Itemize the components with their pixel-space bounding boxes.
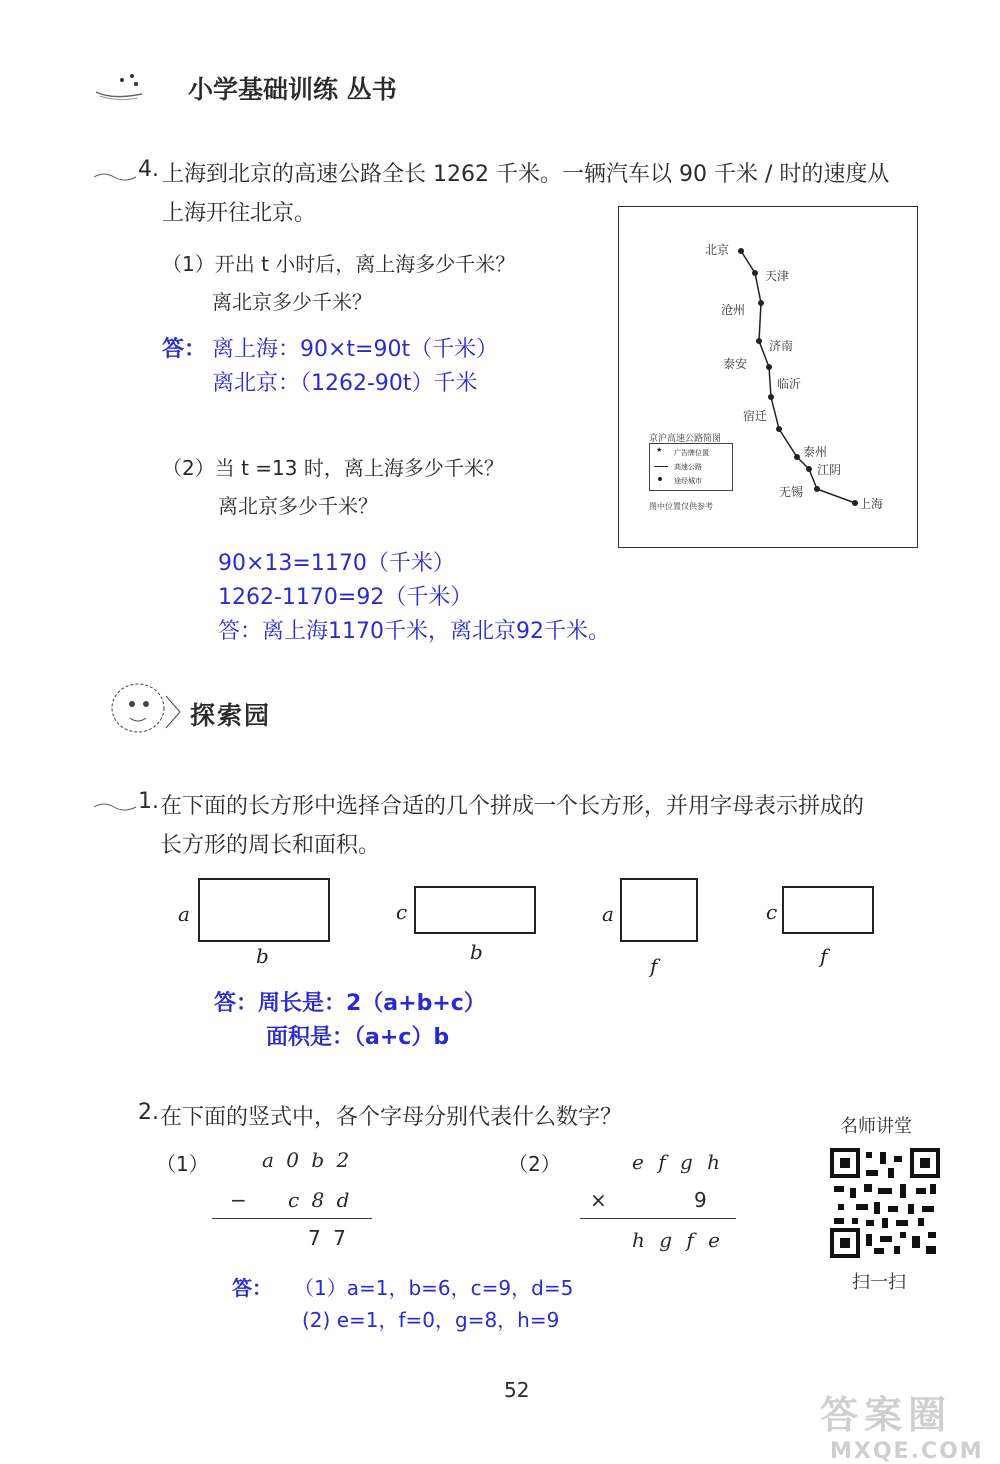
e2-answer-line1: （1）a=1，b=6，c=9，d=5 [294,1276,574,1300]
q4-answer1-prefix: 答： [162,337,207,362]
e2-part2-rule [580,1218,736,1219]
e2-stem: 在下面的竖式中，各个字母分别代表什么数字？ [160,1105,623,1130]
explorer-mascot-icon [104,676,184,740]
map-city-taizhou: 泰州 [803,445,828,459]
qr-title: 名师讲堂 [840,1116,912,1137]
rect4-side-label: c [766,900,778,924]
e2-part2-operator: × [590,1188,607,1212]
map-city-cangzhou: 沧州 [721,303,746,317]
map-city-suqian: 宿迁 [743,409,768,423]
legend-star-icon: ★ [656,446,663,454]
e2-part2-top: e f g h [632,1150,724,1174]
section-title: 探索园 [190,701,272,730]
map-city-wuxi: 无锡 [779,485,804,499]
watermark-url: MXQE.COM [830,1439,984,1464]
map-city-jiangyin: 江阴 [817,463,842,477]
q4-stem-line2: 上海开往北京。 [162,201,317,226]
e2-part2-label: （2） [508,1152,561,1176]
map-city-jinan: 济南 [769,339,794,353]
e2-part2-result: h g f e [632,1228,724,1252]
e1-stem-line2: 长方形的周长和面积。 [160,833,381,858]
e2-answer-prefix: 答： [232,1276,272,1300]
map-legend [649,443,733,491]
e1-number: 1. [138,789,159,814]
highway-map [618,206,918,548]
legend-line-icon [654,466,668,467]
rect2-side-label: c [396,900,408,924]
qr-caption: 扫一扫 [852,1272,906,1293]
map-city-beijing: 北京 [705,243,730,257]
e2-number: 2. [138,1100,159,1125]
map-city-taian: 泰安 [723,357,748,371]
e2-part1-top: a 0 b 2 [262,1148,353,1172]
q4-part1-question: （1）开出 t 小时后，离上海多少千米？ [162,252,516,276]
e1-stem-line1: 在下面的长方形中选择合适的几个拼成一个长方形，并用字母表示拼成的 [160,794,865,819]
e2-part1-rule [212,1218,372,1219]
pen-mark-icon [92,168,138,182]
q4-answer2-line2: 1262-1170=92（千米） [218,585,473,610]
rect3-side-label: a [602,902,614,926]
q4-answer2-line3: 答：离上海1170千米，离北京92千米。 [218,619,610,644]
map-note: 图中位置仅供参考 [649,502,713,511]
e2-answer-line2: (2) e=1，f=0，g=8，h=9 [302,1308,560,1332]
rect1-side-label: a [178,902,190,926]
watermark [820,1384,984,1464]
map-city-shanghai: 上海 [859,497,884,511]
rect-c-b [414,886,536,934]
rect1-bottom-label: b [256,944,269,968]
e1-answer-line2: 面积是：（a+c）b [266,1025,450,1050]
header-title: 小学基础训练 丛书 [188,75,397,104]
rect4-bottom-label: f [820,944,828,968]
q4-answer1-line2: 离北京：（1262-90t）千米 [212,371,478,396]
legend-item-city: 途经城市 [674,477,702,485]
q4-stem-line1: 上海到北京的高速公路全长 1262 千米。一辆汽车以 90 千米 / 时的速度从 [162,162,890,187]
q4-part2-question-line2: 离北京多少千米？ [218,494,378,518]
legend-item-billboard: 广告牌位置 [674,449,709,457]
q4-answer2-line1: 90×13=1170（千米） [218,551,455,576]
e2-part2-second: 9 [694,1188,707,1212]
page-number: 52 [504,1378,530,1402]
map-city-linyi: 临沂 [777,377,802,391]
rect2-bottom-label: b [470,940,483,964]
e1-answer-line1: 答：周长是：2（a+b+c） [214,991,486,1016]
qr-code-icon[interactable] [830,1148,940,1258]
legend-item-highway: 高速公路 [674,463,702,471]
watermark-logo: 答案圈 [820,1393,953,1437]
e2-part1-result: 7 7 [308,1226,349,1250]
q4-answer1-line1: 离上海：90×t=90t（千米） [212,337,499,362]
pen-mark-icon [92,798,138,812]
map-city-tianjin: 天津 [765,269,790,283]
map-legend-title: 京沪高速公路简图 [649,434,722,444]
e2-part1-second: c 8 d [288,1188,353,1212]
e2-part1-label: （1） [156,1152,209,1176]
rect-c-f [782,886,874,934]
e2-part1-operator: − [230,1188,247,1212]
rect-a-b [198,878,330,942]
rect-a-f [620,878,698,942]
q4-part2-question: （2）当 t =13 时，离上海多少千米？ [162,456,504,480]
rect3-bottom-label: f [650,954,658,978]
legend-dot-icon [658,477,662,481]
q4-number: 4. [138,157,159,182]
header-logo-icon [92,66,152,102]
q4-part1-question-line2: 离北京多少千米？ [212,290,372,314]
